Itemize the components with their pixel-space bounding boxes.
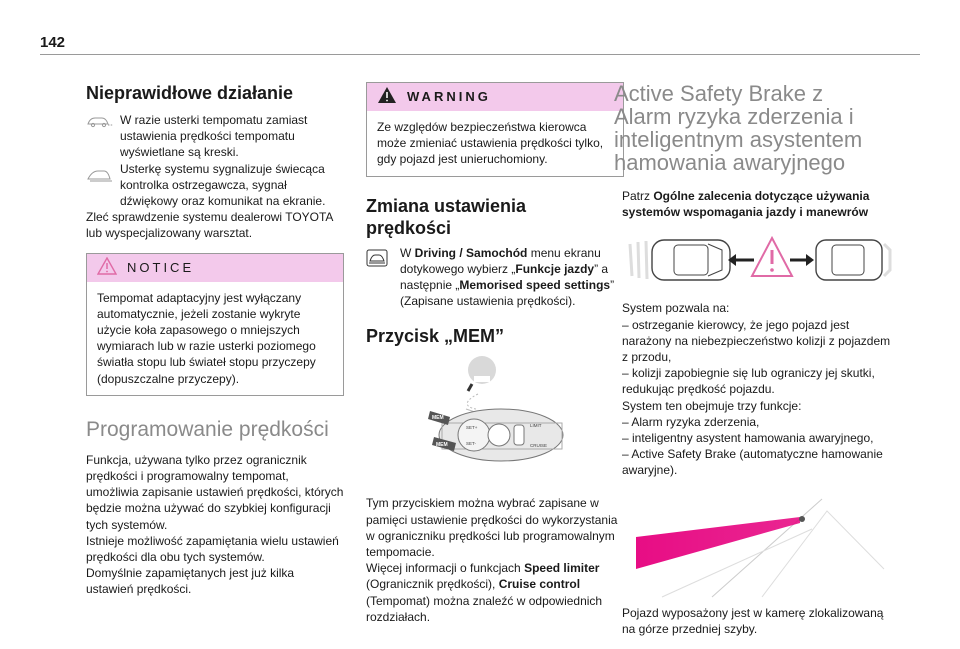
column-middle xyxy=(366,82,624,625)
malfunction-light-note xyxy=(86,161,344,210)
svg-text:SET-: SET- xyxy=(466,441,477,447)
list-item: – Active Safety Brake (automatyczne hamowanie awaryjne). xyxy=(622,447,883,478)
system-intro: System pozwala na: xyxy=(622,301,730,316)
warning-label: WARNING xyxy=(407,88,491,104)
malfunction-display-note xyxy=(86,112,344,161)
notice-header xyxy=(87,254,343,282)
column-left xyxy=(86,82,344,598)
collision-warning-illustration xyxy=(622,230,894,290)
svg-text:SET+: SET+ xyxy=(466,425,478,431)
notice-body: Tempomat adaptacyjny jest wyłączany automatycznie, jeżeli zostanie wykryte użycie koła zapasowego o mniejszych wymiarach lub w razie usterki poziomego światła stopu lub świateł stopu przyczepy (dopuszczalne przyczepy). xyxy=(97,290,316,386)
functions-intro: System ten obejmuje trzy funkcje: xyxy=(622,398,802,413)
svg-text:CRUISE: CRUISE xyxy=(530,443,548,449)
list-item: – ostrzeganie kierowcy, że jego pojazd jest narażony na niebezpieczeństwo kolizji z pojazdem z przodu, xyxy=(622,317,891,365)
svg-text:MEM: MEM xyxy=(436,442,448,449)
car-display-icon xyxy=(86,114,114,132)
malfunction-text-2: Usterkę systemu sygnalizuje świecąca kontrolka ostrzegawcza, sygnał dźwiękowy oraz komunikat na ekranie. xyxy=(120,161,326,209)
notice-box xyxy=(86,253,344,396)
camera-icon xyxy=(799,516,805,522)
camera-location-text: Pojazd wyposażony jest w kamerę zlokalizowaną na górze przedniej szyby. xyxy=(622,605,884,636)
heading-mem-button: Przycisk „MEM” xyxy=(366,326,505,347)
warning-header xyxy=(367,83,623,111)
mem-lever-illustration xyxy=(366,353,624,465)
heading-speed-programming: Programowanie prędkości xyxy=(86,417,329,441)
front-car-icon xyxy=(816,240,890,280)
heading-active-safety-brake: Active Safety Brake z Alarm ryzyka zderzenia i inteligentnym asystentem hamowania awaryjnego xyxy=(614,81,863,175)
notice-label: NOTICE xyxy=(127,259,195,275)
programming-text-2: Istnieje możliwość zapamiętania wielu ustawień prędkości dla obu tych systemów. xyxy=(86,533,339,565)
list-item: – inteligentny asystent hamowania awaryjnego, xyxy=(622,431,874,446)
list-item: – Alarm ryzyka zderzenia, xyxy=(622,414,760,429)
column-right xyxy=(614,81,894,637)
camera-field-of-view xyxy=(636,517,800,569)
windshield-camera-illustration xyxy=(622,489,894,599)
warning-box xyxy=(366,82,624,177)
steering-wheel-icon xyxy=(468,356,496,391)
heading-malfunction: Nieprawidłowe działanie xyxy=(86,83,294,103)
mem-text-1: Tym przyciskiem można wybrać zapisane w pamięci ustawienie prędkości do wykorzystania w ograniczniku prędkości lub programowalnym tempomacie. xyxy=(366,496,618,560)
warning-triangle-icon xyxy=(377,86,397,108)
svg-text:MEM: MEM xyxy=(432,415,444,422)
mem-text-2: Więcej informacji o funkcjach Speed limiter (Ogranicznik prędkości), Cruise control (Tempomat) można znaleźć w odpowiednich rozdziałach. xyxy=(366,561,603,624)
malfunction-text-1: W razie usterki tempomatu zamiast ustawienia prędkości tempomatu wyświetlane są kreski. xyxy=(120,113,308,160)
warning-light-icon xyxy=(86,167,114,187)
rear-car-icon xyxy=(630,240,730,280)
svg-text:LIMIT: LIMIT xyxy=(530,423,542,429)
warning-triangle-icon xyxy=(97,257,117,279)
warning-triangle-icon xyxy=(752,238,792,276)
cruise-lever xyxy=(428,409,563,461)
warning-body: Ze względów bezpieczeństwa kierowca może zmieniać ustawienia prędkości tylko, gdy pojazd jest unieruchomiony. xyxy=(377,120,604,167)
malfunction-text-3: Zleć sprawdzenie systemu dealerowi TOYOTA lub wyspecjalizowany warsztat. xyxy=(86,210,333,241)
see-reference: Patrz Ogólne zalecenia dotyczące używania systemów wspomagania jazdy i manewrów xyxy=(622,189,870,220)
heading-change-speed: Zmiana ustawienia prędkości xyxy=(366,195,527,238)
touchscreen-car-icon xyxy=(366,249,388,271)
page-number: 142 xyxy=(40,34,66,51)
programming-text-3: Domyślnie zapamiętanych jest już kilka ustawień prędkości. xyxy=(86,566,295,597)
header-divider xyxy=(40,54,920,55)
instruction-text: W Driving / Samochód menu ekranu dotykowego wybierz „Funkcje jazdy” a następnie „Memorised speed settings” (Zapisane ustawienia prędkości). xyxy=(400,245,615,309)
programming-text-1: Funkcja, używana tylko przez ogranicznik prędkości i programowalny tempomat, umożliwia zapisanie ustawień prędkości, których będzie można używać do szybkiej konfiguracji tych systemów. xyxy=(86,452,344,532)
touchscreen-instruction xyxy=(366,245,624,310)
list-item: – kolizji zapobiegnie się lub ograniczy jej skutki, redukując prędkość pojazdu. xyxy=(622,366,875,397)
